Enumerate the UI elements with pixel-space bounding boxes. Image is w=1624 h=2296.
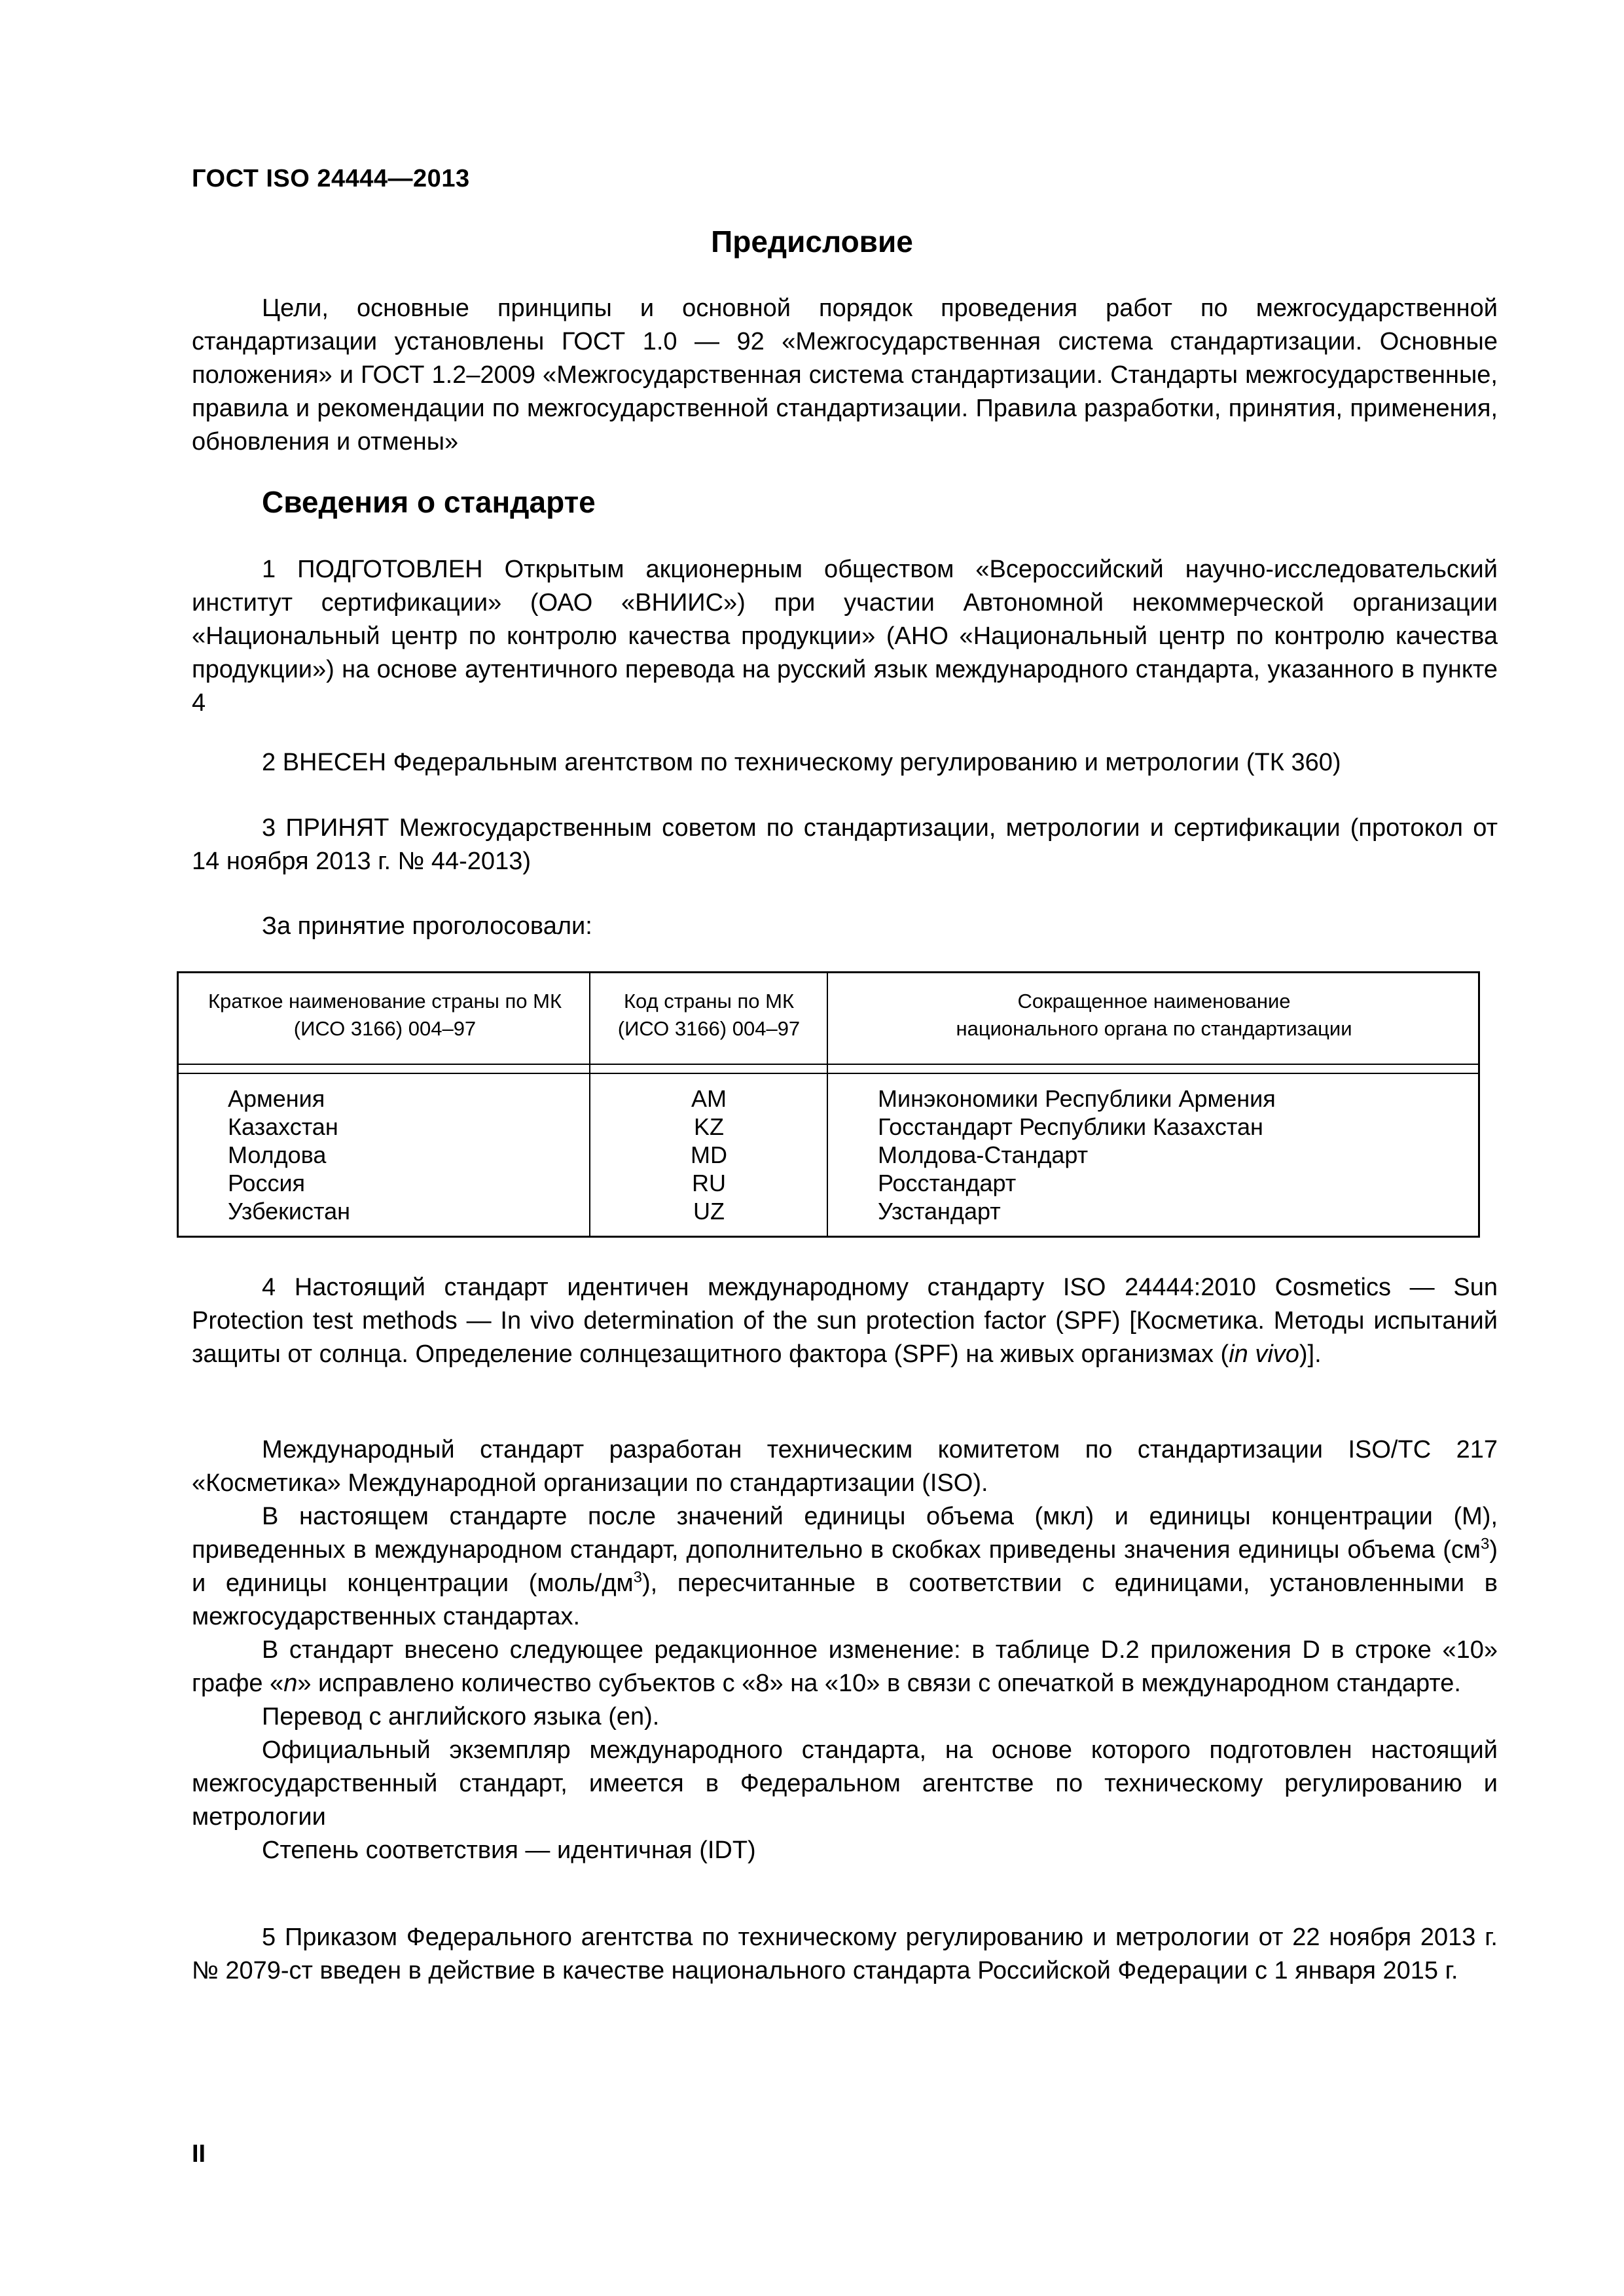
table-cell-code: KZ: [693, 1113, 724, 1140]
voted-label: За принятие проголосовали:: [262, 912, 592, 940]
table-header-gap: [179, 1064, 1478, 1074]
official-copy-text: Официальный экземпляр международного стандарта, на основе которого подготовлен настоящий межгосударственный стандарт, имеется в Федеральном агентстве по техническому регулированию и метрологии: [192, 1736, 1498, 1831]
foreword-paragraph: [192, 292, 1498, 459]
units-note-part: ) и единицы концентрации (моль/дм: [192, 1536, 1498, 1597]
document-code-header: ГОСТ ISO 24444—2013: [192, 165, 470, 192]
table-column-countries: [228, 1085, 350, 1225]
table-cell-body: Росстандарт: [878, 1170, 1017, 1196]
page-number: II: [192, 2140, 206, 2168]
item-2-text: 2 ВНЕСЕН Федеральным агентством по техническому регулированию и метрологии (ТК 360): [262, 749, 1341, 776]
units-note-part: В настоящем стандарте после значений единицы объема (мкл) и единицы концентрации (М), приведенных в международном стандарт, дополнительно в скобках приведены значения единицы объема (см: [192, 1503, 1498, 1564]
editorial-change-part: В стандарт внесено следующее редакционное изменение: в таблице D.2 приложения D в строке «10» графе «: [192, 1636, 1498, 1697]
table-header-code: Код страны по МК (ИСО 3166) 004–97: [617, 990, 801, 1040]
item-2-paragraph: [192, 746, 1498, 780]
table-cell-country: Россия: [228, 1170, 306, 1196]
editorial-change-text: [192, 1634, 1498, 1700]
item-1-text: 1 ПОДГОТОВЛЕН Открытым акционерным обществом «Всероссийский научно-исследовательский институт сертификации» (ОАО «ВНИИС») при участии Автономной некоммерческой организации «Национальный центр по контролю качества продукции» (АНО «Национальный центр по контролю качества продукции») на основе аутентичного перевода на русский язык международного стандарта, указанного в пункте 4: [192, 556, 1498, 717]
voted-label-paragraph: [192, 910, 1498, 943]
units-note-text: [192, 1500, 1498, 1634]
table-cell-body: Узстандарт: [878, 1198, 1001, 1225]
table-cell-body: Молдова-Стандарт: [878, 1141, 1089, 1168]
table-cell-code: AM: [691, 1085, 727, 1112]
item-3-text: 3 ПРИНЯТ Межгосударственным советом по стандартизации, метрологии и сертификации (протокол от 14 ноября 2013 г. № 44-2013): [192, 814, 1498, 875]
item-5-text: 5 Приказом Федерального агентства по техническому регулированию и метрологии от 22 ноября 2013 г. № 2079-ст введен в действие в качестве национального стандарта Российской Федерации с 1 января 2015 г.: [192, 1924, 1498, 1984]
units-note-part: ), пересчитанные в соответствии с единицами, установленными в межгосударственных стандартах.: [192, 1570, 1498, 1630]
table-header-body: Сокращенное наименование национального органа по стандартизации: [956, 990, 1352, 1040]
table-column-divider: [827, 973, 828, 1236]
table-cell-country: Армения: [228, 1085, 325, 1112]
item-5-paragraph: [192, 1921, 1498, 1988]
editorial-change-n: n: [283, 1670, 298, 1697]
table-header-country: Краткое наименование страны по МК (ИСО 3166) 004–97: [208, 990, 562, 1040]
about-standard-heading: Сведения о стандарте: [262, 485, 596, 519]
superscript-3: 3: [1480, 1535, 1490, 1553]
table-cell-country: Казахстан: [228, 1113, 338, 1140]
table-cell-code: RU: [692, 1170, 726, 1196]
table-column-divider: [589, 973, 590, 1236]
conformity-degree-text: Степень соответствия — идентичная (IDT): [262, 1837, 756, 1864]
editorial-change-part: » исправлено количество субъектов с «8» на «10» в связи с опечаткой в международном стандарте.: [297, 1670, 1461, 1697]
notes-block: [192, 1433, 1498, 1867]
foreword-heading: Предисловие: [711, 224, 913, 259]
foreword-text: Цели, основные принципы и основной порядок проведения работ по межгосударственной стандартизации установлены ГОСТ 1.0 — 92 «Межгосударственная система стандартизации. Основные положения» и ГОСТ 1.2–2009 «Межгосударственная система стандартизации. Стандарты межгосударственные, правила и рекомендации по межгосударственной стандартизации. Правила разработки, принятия, применения, обновления и отмены»: [192, 295, 1498, 456]
item-4-text-start: 4 Настоящий стандарт идентичен международному стандарту ISO 24444:2010 Cosmetics — Sun Protection test methods — In vivo determination of the sun protection factor (SPF) [Косметика. Методы испытаний защиты от солнца. Определение солнцезащитного фактора (SPF) на живых организмах (: [192, 1274, 1498, 1368]
superscript-3: 3: [633, 1568, 642, 1587]
item-1-paragraph: [192, 553, 1498, 720]
item-4-paragraph: [192, 1271, 1498, 1371]
table-column-codes: [604, 1085, 814, 1225]
translation-text: Перевод с английского языка (en).: [262, 1703, 660, 1731]
table-cell-code: UZ: [693, 1198, 725, 1225]
item-4-text: [192, 1271, 1498, 1371]
table-cell-country: Молдова: [228, 1141, 327, 1168]
table-cell-body: Госстандарт Республики Казахстан: [878, 1113, 1263, 1140]
table-cell-code: MD: [691, 1141, 727, 1168]
item-3-paragraph: [192, 812, 1498, 878]
developed-by-text: Международный стандарт разработан техническим комитетом по стандартизации ISO/TC 217 «Косметика» Международной организации по стандартизации (ISO).: [192, 1436, 1498, 1497]
voting-countries-table: [177, 971, 1480, 1238]
table-column-bodies: [878, 1085, 1276, 1225]
table-cell-body: Минэкономики Республики Армения: [878, 1085, 1276, 1112]
item-4-in-vivo: in vivo: [1229, 1340, 1299, 1368]
item-4-text-end: )].: [1299, 1340, 1322, 1368]
table-cell-country: Узбекистан: [228, 1198, 351, 1225]
